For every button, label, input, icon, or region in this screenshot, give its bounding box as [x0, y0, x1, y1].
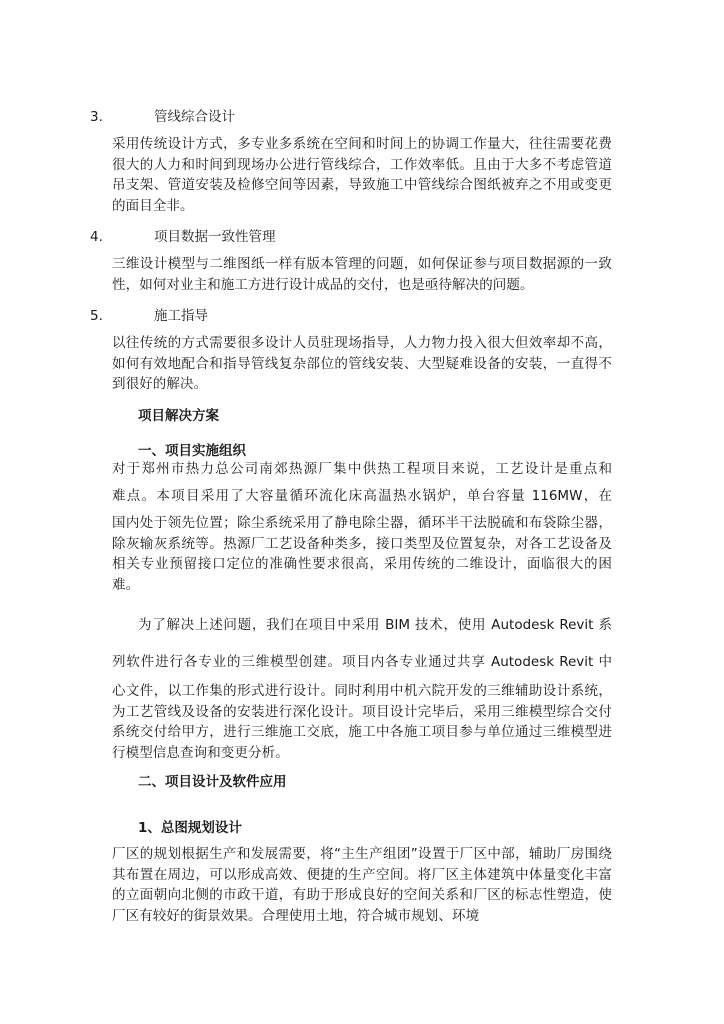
bim-line-1: 为了解决上述问题，我们在项目中采用 BIM 技术，使用 Autodesk Revit 系: [138, 617, 612, 633]
design-body: 厂区的规划根据生产和发展需要，将“主生产组团”设置于厂区中部，辅助厂房围绕其布置在周边，可以形成高效、便捷的生产空间。将厂区主体建筑中体量变化丰富的立面朝向北侧的市政干道，有助于形成良好的空间关系和厂区的标志性塑造，使厂区有较好的街景效果。合理使用土地，符合城市规划、环境: [112, 846, 612, 924]
section-4-heading: [90, 227, 276, 247]
bim-body: 心文件，以工作集的形式进行设计。同时利用中机六院开发的三维辅助设计系统，为工艺管线及设备的安装进行深化设计。项目设计完毕后，采用三维模型综合交付系统交付给甲方，进行三维施工交底，施工中各施工项目参与单位通过三维模型进行模型信息查询和变更分析。: [112, 683, 612, 761]
section-5-body: 以往传统的方式需要很多设计人员驻现场指导，人力物力投入很大但效率却不高，如何有效地配合和指导管线复杂部位的管线安装、大型疑难设备的安装，一直得不到很好的解决。: [112, 335, 612, 392]
org-heading: 一、项目实施组织: [138, 443, 246, 459]
org-body: 国内处于领先位置；除尘系统采用了静电除尘器，循环半干法脱硫和布袋除尘器，除灰输灰系统等。热源厂工艺设备种类多，接口类型及位置复杂，对各工艺设备及相关专业预留接口定位的准确性要求很高，采用传统的二维设计，面临很大的困难。: [112, 515, 612, 593]
org-line-1: 对于郑州市热力总公司南郊热源厂集中供热工程项目来说，工艺设计是重点和: [112, 461, 612, 477]
layout-subheading: 1、总图规划设计: [138, 820, 242, 836]
design-heading: 二、项目设计及软件应用: [138, 774, 287, 790]
section-5-title: 施工指导: [154, 308, 208, 324]
org-line-2: 难点。本项目采用了大容量循环流化床高温热水锅炉，单台容量 116MW，在: [112, 488, 612, 504]
section-4-body: 三维设计模型与二维图纸一样有版本管理的问题，如何保证参与项目数据源的一致性，如何对业主和施工方进行设计成品的交付，也是亟待解决的问题。: [112, 256, 612, 293]
section-3-title: 管线综合设计: [154, 109, 235, 125]
solution-heading: 项目解决方案: [138, 408, 219, 424]
section-3-heading: [90, 107, 235, 127]
section-4-title: 项目数据一致性管理: [154, 229, 276, 245]
section-3-body: 采用传统设计方式，多专业多系统在空间和时间上的协调工作量大，往往需要花费很大的人力和时间到现场办公进行管线综合，工作效率低。且由于大多不考虑管道吊支架、管道安装及检修空间等因素，导致施工中管线综合图纸被弃之不用或变更的面目全非。: [112, 136, 612, 214]
section-5-heading: [90, 306, 208, 326]
section-5-number: 5.: [90, 308, 103, 324]
section-3-number: 3.: [90, 109, 103, 125]
bim-line-2: 列软件进行各专业的三维模型创建。项目内各专业通过共享 Autodesk Revit 中: [112, 654, 612, 670]
section-4-number: 4.: [90, 229, 103, 245]
